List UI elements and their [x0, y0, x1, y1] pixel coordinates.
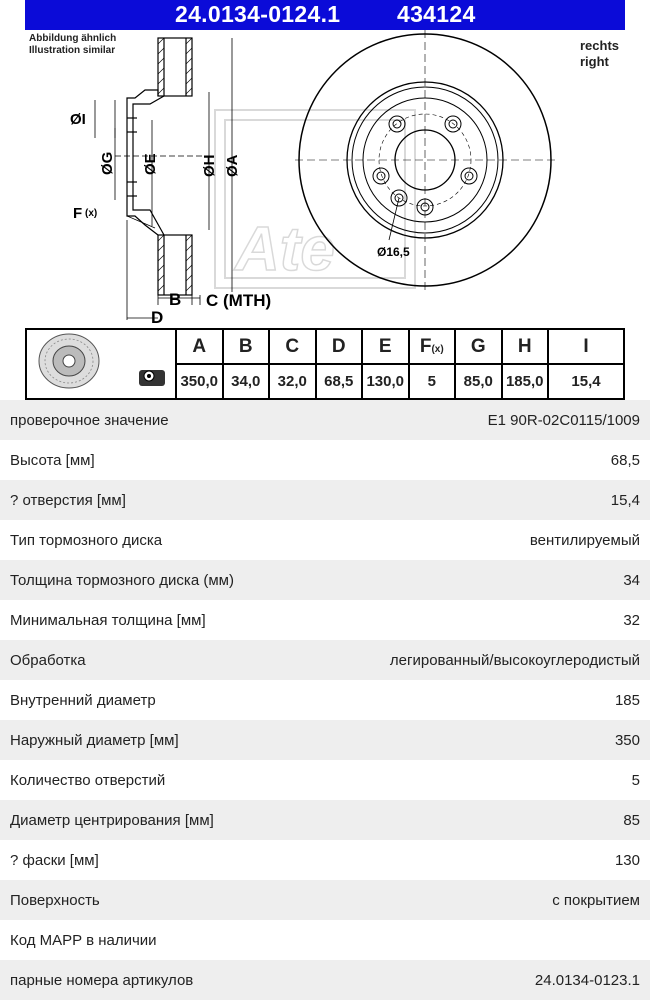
reference-number: 434124 — [397, 1, 476, 27]
property-row — [0, 480, 650, 520]
property-value: 68,5 — [610, 451, 640, 469]
property-label: Код MAPP в наличии — [10, 931, 157, 949]
brake-disc-drawing — [25, 30, 625, 330]
dim-header-c: C — [269, 329, 316, 364]
property-row — [0, 840, 650, 880]
dim-label-i: ØI — [70, 111, 86, 128]
property-value: 85 — [623, 811, 640, 829]
property-row — [0, 720, 650, 760]
dim-label-a: ØA — [224, 154, 241, 177]
property-label: Обработка — [10, 651, 86, 669]
disc-thumbnail-icon — [31, 330, 171, 392]
dim-value-h: 185,0 — [502, 364, 549, 399]
property-row — [0, 920, 650, 960]
dim-value-i: 15,4 — [548, 364, 624, 399]
dim-header-h: H — [502, 329, 549, 364]
property-row — [0, 400, 650, 440]
side-note-de: rechts — [580, 38, 620, 53]
dim-header-d: D — [316, 329, 363, 364]
property-value: вентилируемый — [529, 531, 640, 549]
dim-header-f — [409, 329, 456, 364]
dim-label-b: B — [169, 290, 182, 309]
bolt-circle-label: Ø16,5 — [377, 245, 410, 259]
property-row — [0, 800, 650, 840]
illustration-note-de: Abbildung ähnlich — [29, 33, 117, 44]
property-row — [0, 640, 650, 680]
property-row — [0, 600, 650, 640]
dim-label-g: ØG — [99, 151, 116, 175]
ate-logo-text: Ate — [235, 215, 335, 284]
dim-header-e: E — [362, 329, 409, 364]
dimension-table — [25, 328, 625, 400]
property-value: 15,4 — [610, 491, 640, 509]
property-value: с покрытием — [552, 891, 640, 909]
dim-label-f-sub: (x) — [85, 208, 98, 219]
disc-section-view — [115, 38, 205, 295]
dim-value-a: 350,0 — [176, 364, 223, 399]
dim-header-a: A — [176, 329, 223, 364]
dim-label-d: D — [151, 308, 164, 327]
property-row — [0, 680, 650, 720]
dim-value-f: 5 — [409, 364, 456, 399]
property-value: 5 — [631, 771, 640, 789]
dim-value-b: 34,0 — [223, 364, 270, 399]
dim-value-c: 32,0 — [269, 364, 316, 399]
property-label: ? фаски [мм] — [10, 851, 99, 869]
property-label: Диаметр центрирования [мм] — [10, 811, 214, 829]
property-value: 185 — [614, 691, 640, 709]
dim-label-e: ØE — [142, 153, 159, 175]
dim-value-d: 68,5 — [316, 364, 363, 399]
dim-header-f-letter: F — [419, 335, 432, 357]
property-row — [0, 760, 650, 800]
dim-value-g: 85,0 — [455, 364, 502, 399]
property-label: Толщина тормозного диска (мм) — [10, 571, 234, 589]
dim-header-i: I — [548, 329, 624, 364]
dim-label-f: F — [73, 205, 83, 222]
part-number: 24.0134-0124.1 — [175, 1, 341, 27]
property-row — [0, 880, 650, 920]
dim-header-g: G — [455, 329, 502, 364]
dim-value-e: 130,0 — [362, 364, 409, 399]
part-number-banner — [25, 0, 625, 30]
property-value: 24.0134-0123.1 — [534, 971, 640, 989]
illustration-note-en: Illustration similar — [29, 45, 116, 56]
property-value: 32 — [623, 611, 640, 629]
property-label: Наружный диаметр [мм] — [10, 731, 179, 749]
property-label: Внутренний диаметр — [10, 691, 156, 709]
property-label: парные номера артикулов — [10, 971, 194, 989]
disc-thumbnail-cell — [26, 329, 176, 399]
property-label: Поверхность — [10, 891, 100, 909]
property-row — [0, 960, 650, 1000]
property-label: ? отверстия [мм] — [10, 491, 126, 509]
property-label: проверочное значение — [10, 411, 169, 429]
property-label: Минимальная толщина [мм] — [10, 611, 206, 629]
property-value: E1 90R-02C0115/1009 — [487, 411, 640, 429]
property-row — [0, 440, 650, 480]
property-value: 130 — [614, 851, 640, 869]
property-value: легированный/высокоуглеродистый — [389, 651, 640, 669]
property-label: Тип тормозного диска — [10, 531, 163, 549]
dim-header-b: B — [223, 329, 270, 364]
properties-list — [0, 400, 650, 1000]
property-row — [0, 560, 650, 600]
dim-label-c: C (MTH) — [206, 291, 272, 310]
property-label: Высота [мм] — [10, 451, 95, 469]
dim-label-h: ØH — [201, 154, 218, 177]
property-label: Количество отверстий — [10, 771, 166, 789]
dim-header-f-sub: (x) — [431, 343, 444, 355]
property-row — [0, 520, 650, 560]
property-value: 350 — [614, 731, 640, 749]
property-value: 34 — [623, 571, 640, 589]
side-note-en: right — [580, 54, 609, 69]
